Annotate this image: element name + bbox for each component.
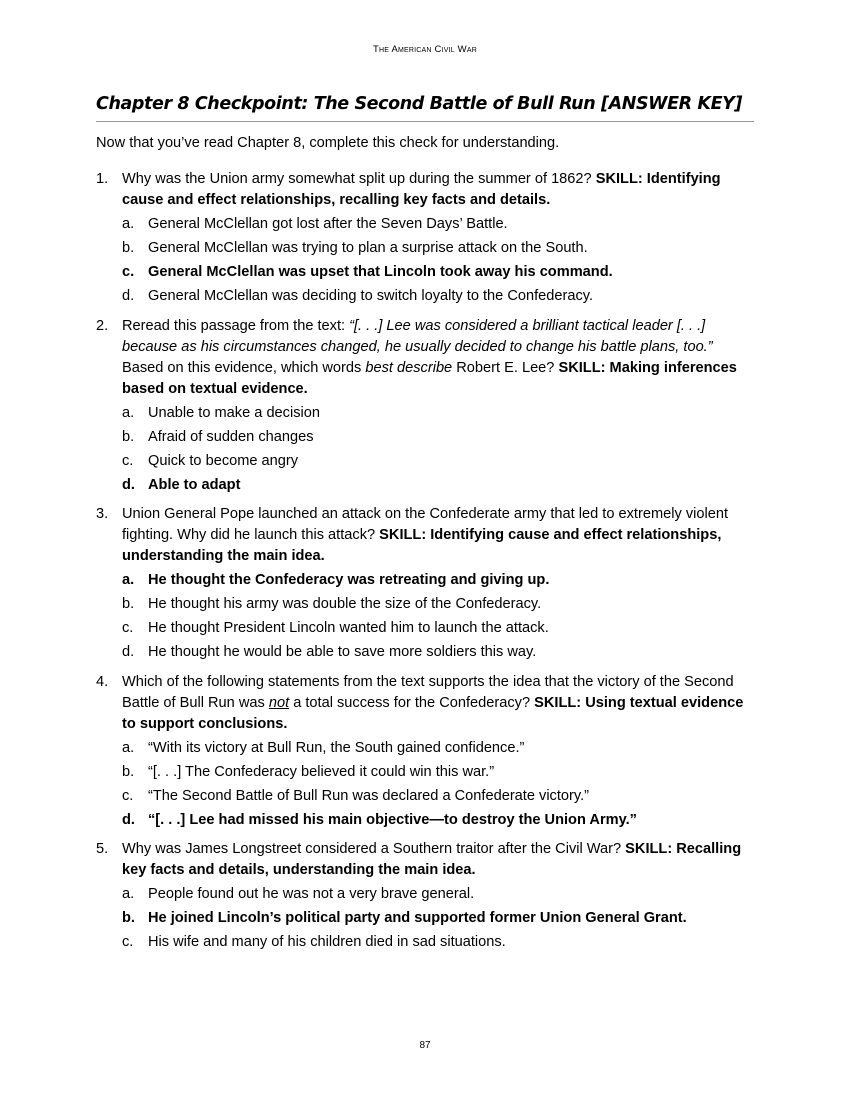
option-text: People found out he was not a very brave general. [148, 886, 475, 902]
question-prompt: Union General Pope launched an attack on the Confederate army that led to extremely violent fighting. Why did he launch this attack? [122, 506, 729, 543]
option-letter: b. [122, 596, 135, 612]
question-5 [96, 839, 756, 953]
option-b-correct [122, 908, 756, 929]
option-c [122, 786, 756, 807]
question-prompt: Why was the Union army somewhat split up during the summer of 1862? [122, 171, 592, 187]
option-c-correct [122, 262, 756, 283]
question-prompt: a total success for the Confederacy? [293, 694, 531, 711]
question-prompt: Based on this evidence, which words [122, 359, 362, 376]
option-letter: c. [122, 264, 135, 280]
option-a [122, 884, 756, 905]
option-text: General McClellan was trying to plan a surprise attack on the South. [148, 240, 588, 256]
option-c [122, 932, 756, 953]
question-prompt: Why was James Longstreet considered a Southern traitor after the Civil War? [122, 841, 622, 857]
option-letter: a. [122, 886, 135, 902]
option-text: He joined Lincoln’s political party and supported former Union General Grant. [148, 910, 687, 926]
running-head: The American Civil War [373, 44, 477, 55]
option-b [122, 762, 756, 783]
option-c [122, 451, 756, 472]
option-text: General McClellan got lost after the Seven Days’ Battle. [148, 216, 508, 232]
option-letter: a. [122, 404, 135, 421]
option-d-correct [122, 475, 756, 496]
option-text: General McClellan was deciding to switch loyalty to the Confederacy. [148, 288, 594, 304]
option-letter: b. [122, 428, 135, 445]
title-divider [96, 121, 754, 122]
emphasized-text: not [268, 694, 290, 711]
intro-text: Now that you’ve read Chapter 8, complete this check for understanding. [96, 135, 560, 151]
option-text: Unable to make a decision [148, 404, 320, 421]
option-text: Afraid of sudden changes [148, 428, 314, 445]
question-1 [96, 169, 756, 307]
option-text: “[. . .] Lee had missed his main objective—to destroy the Union Army.” [148, 811, 637, 828]
question-number: 5. [96, 841, 109, 857]
question-prompt: Which of the following statements from the text supports the idea that the victory of the Second Battle of Bull Run was [122, 673, 734, 711]
option-letter: d. [122, 811, 135, 828]
option-letter: d. [122, 288, 135, 304]
option-list [122, 214, 756, 307]
option-letter: c. [122, 787, 134, 804]
option-letter: c. [122, 452, 134, 469]
question-list [96, 169, 756, 962]
skill-label: SKILL: Recalling key facts and details, understanding the main idea. [122, 841, 742, 878]
skill-label: SKILL: Using textual evidence to support conclusions. [122, 694, 744, 732]
skill-label: SKILL: Identifying cause and effect relationships, recalling key facts and details. [122, 171, 721, 208]
skill-label: SKILL: Making inferences based on textual evidence. [122, 359, 737, 397]
question-prompt: Reread this passage from the text: [122, 317, 346, 334]
option-a-correct [122, 570, 756, 591]
option-a [122, 738, 756, 759]
question-text [122, 672, 756, 735]
option-list [122, 403, 756, 496]
option-d [122, 286, 756, 307]
option-text: “With its victory at Bull Run, the South gained confidence.” [148, 739, 525, 756]
question-3 [96, 504, 756, 663]
option-text: He thought President Lincoln wanted him to launch the attack. [148, 620, 549, 636]
question-text [122, 839, 756, 881]
question-number: 4. [96, 673, 109, 690]
option-letter: d. [122, 476, 135, 493]
question-text [122, 504, 756, 567]
option-list [122, 884, 756, 953]
option-list [122, 738, 756, 831]
question-2 [96, 316, 756, 496]
option-text: “[. . .] The Confederacy believed it could win this war.” [148, 763, 495, 780]
option-letter: a. [122, 572, 135, 588]
option-letter: b. [122, 910, 135, 926]
page-number: 87 [419, 1040, 431, 1051]
option-a [122, 214, 756, 235]
question-prompt: Robert E. Lee? [456, 359, 555, 376]
option-letter: c. [122, 620, 134, 636]
option-text: He thought he would be able to save more soldiers this way. [148, 644, 537, 660]
option-text: Quick to become angry [148, 452, 299, 469]
option-letter: b. [122, 240, 135, 256]
option-letter: a. [122, 739, 135, 756]
question-text [122, 169, 756, 211]
option-text: His wife and many of his children died in sad situations. [148, 934, 506, 950]
page-title: Chapter 8 Checkpoint: The Second Battle of Bull Run [ANSWER KEY] [96, 94, 742, 114]
option-text: He thought the Confederacy was retreating and giving up. [148, 572, 550, 588]
option-letter: c. [122, 934, 134, 950]
skill-label: SKILL: Identifying cause and effect relationships, understanding the main idea. [122, 527, 722, 564]
option-b [122, 238, 756, 259]
option-d [122, 642, 756, 663]
option-d-correct [122, 810, 756, 831]
option-c [122, 618, 756, 639]
option-b [122, 594, 756, 615]
option-letter: b. [122, 763, 135, 780]
option-letter: d. [122, 644, 135, 660]
option-text: He thought his army was double the size of the Confederacy. [148, 596, 542, 612]
emphasized-text: best describe [365, 359, 453, 376]
option-text: Able to adapt [148, 476, 241, 493]
option-text: General McClellan was upset that Lincoln took away his command. [148, 264, 613, 280]
option-a [122, 403, 756, 424]
question-text [122, 316, 756, 400]
question-4 [96, 672, 756, 831]
option-b [122, 427, 756, 448]
option-letter: a. [122, 216, 135, 232]
question-number: 1. [96, 171, 109, 187]
option-text: “The Second Battle of Bull Run was declared a Confederate victory.” [148, 787, 590, 804]
question-number: 2. [96, 317, 109, 334]
passage-quote: “[. . .] Lee was considered a brilliant tactical leader [. . .] because as his circumstances changed, he usually decided to change his battle plans, too.” [122, 317, 713, 355]
question-number: 3. [96, 506, 109, 522]
option-list [122, 570, 756, 663]
